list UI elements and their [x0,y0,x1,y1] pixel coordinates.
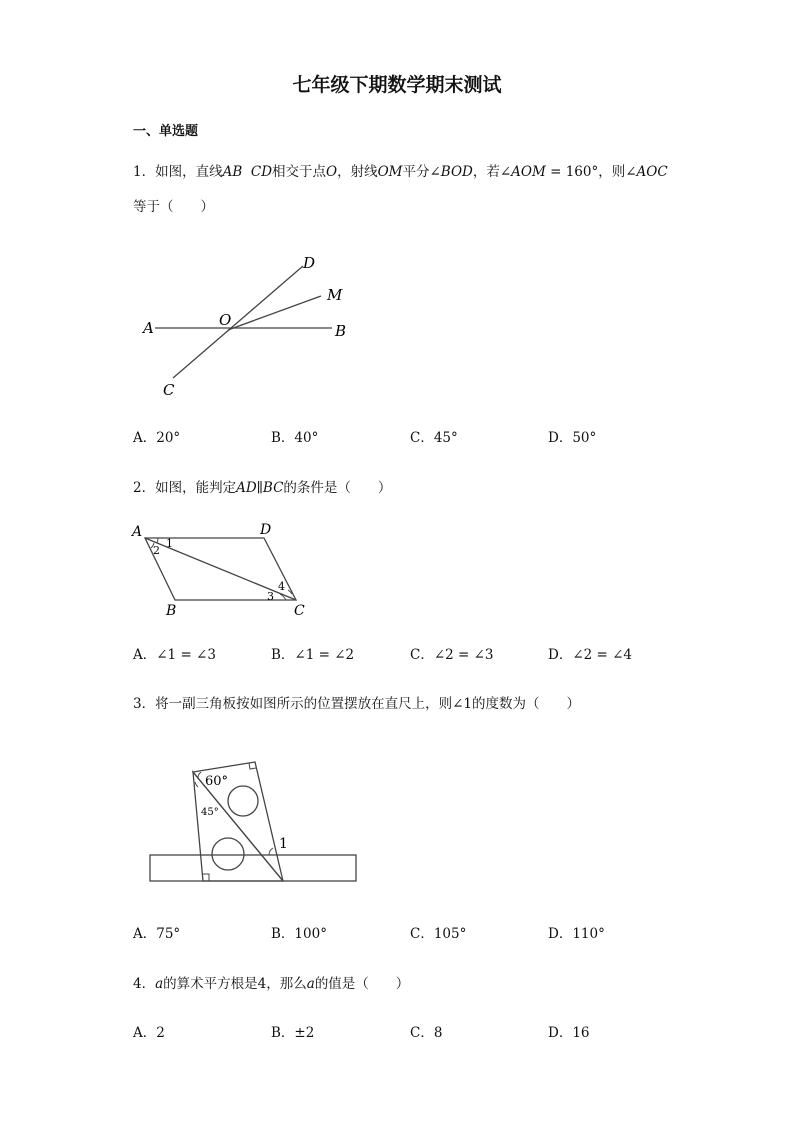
label-M: M [327,286,343,304]
label-A: A [143,319,154,337]
angle-1-label: 1 [279,836,288,852]
q1-option-b: B．40° [271,430,319,446]
angle-60-label: 60° [205,774,229,789]
label-D: D [303,254,316,272]
q4-option-c: C．8 [410,1025,443,1041]
label-D: D [260,522,272,538]
section-heading: 一、单选题 [133,124,199,139]
label-C: C [163,381,175,399]
angle-3-label: 3 [267,590,274,603]
page-title: 七年级下期数学期末测试 [292,74,502,96]
q3-option-b: B．100° [271,926,327,942]
question-3-stem: 3．将一副三角板按如图所示的位置摆放在直尺上，则∠1的度数为（ ） [133,696,580,712]
q4-option-b: B．±2 [271,1025,315,1041]
angle-1-label: 1 [166,537,173,550]
angle-45-label: 45° [201,807,219,818]
q2-option-b: B．∠1 = ∠2 [271,647,355,663]
angle-4-label: 4 [278,580,285,593]
q1-option-d: D．50° [548,430,597,446]
q2-option-d: D．∠2 = ∠4 [548,647,633,663]
question-3-figure [145,760,365,890]
q3-option-a: A．75° [133,926,181,942]
q1-option-a: A．20° [133,430,181,446]
question-2-figure [130,520,315,620]
question-1-stem-line2: 等于（ ） [133,199,214,215]
q3-option-d: D．110° [548,926,605,942]
label-B: B [166,603,177,619]
question-4-stem: 4．a的算术平方根是4，那么a的值是（ ） [133,976,410,992]
question-1-stem: 1．如图，直线AB CD相交于点O，射线OM平分∠BOD，若∠AOM = 160°，则∠AOC [133,164,668,180]
q3-option-c: C．105° [410,926,467,942]
ruler [150,855,356,881]
q1-option-c: C．45° [410,430,458,446]
label-A: A [132,524,143,540]
angle-2-label: 2 [153,544,160,557]
q4-option-a: A．2 [133,1025,165,1041]
q4-option-d: D．16 [548,1025,590,1041]
label-C: C [294,603,305,619]
label-O: O [219,311,232,329]
label-B: B [335,322,347,340]
question-2-stem: 2．如图，能判定AD∥BC的条件是（ ） [133,480,392,496]
q2-option-c: C．∠2 = ∠3 [410,647,494,663]
question-1-figure [135,248,365,403]
q2-option-a: A．∠1 = ∠3 [133,647,216,663]
